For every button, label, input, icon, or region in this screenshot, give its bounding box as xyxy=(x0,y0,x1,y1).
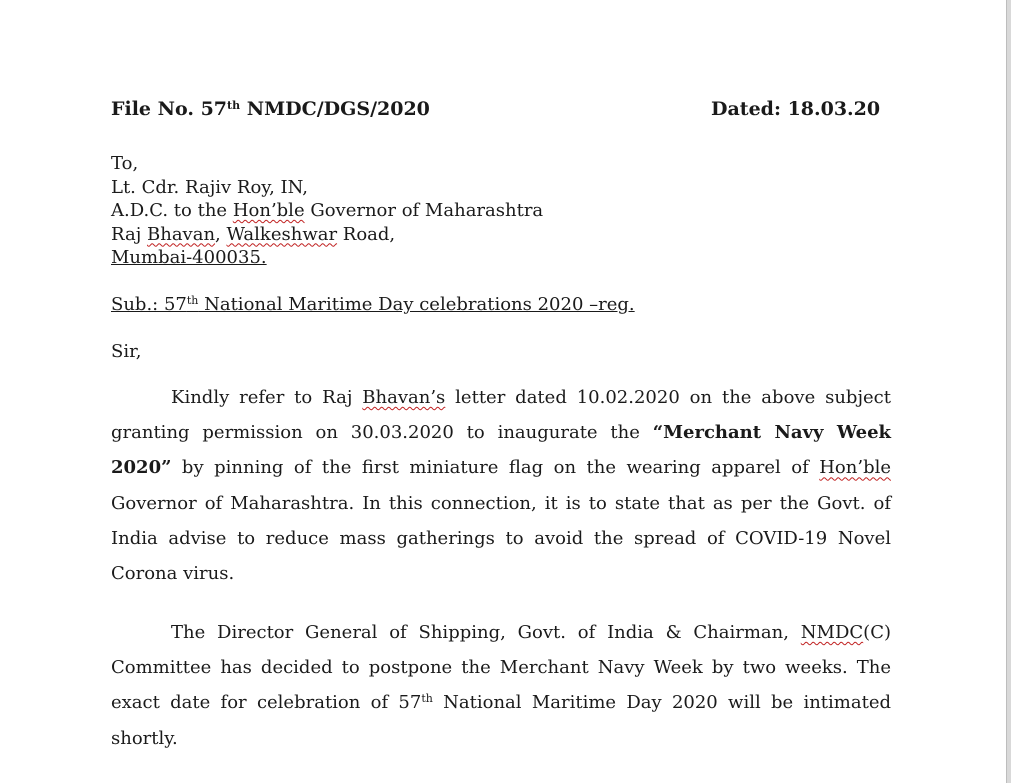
event-name: “Merchant Navy Week 2020” xyxy=(111,422,891,479)
spellcheck-word: Hon’ble xyxy=(819,457,891,479)
address-designation xyxy=(111,199,543,223)
address-line3-c: Governor of Maharashtra xyxy=(304,200,544,221)
file-number-sup: th xyxy=(227,99,241,112)
subject-rest: National Maritime Day celebrations 2020 –reg. xyxy=(198,294,635,315)
para1-text-3: letter dated 10.02.2020 on the above subject granting permission on 30.03.2020 to inaugurate the xyxy=(111,387,891,444)
address-line3-a: A.D.C. to the xyxy=(111,200,233,221)
para1-text-5: by pinning of the first miniature flag on the wearing apparel of xyxy=(171,457,820,479)
spellcheck-word: Bhavan’s xyxy=(362,387,446,408)
file-number xyxy=(111,97,430,121)
spellcheck-word: Bhavan xyxy=(147,223,216,245)
address-name: Lt. Cdr. Rajiv Roy, IN, xyxy=(111,176,308,198)
address-street xyxy=(111,223,543,247)
spellcheck-word: Hon’ble xyxy=(232,200,305,221)
subject-prefix: Sub.: 57 xyxy=(111,294,187,315)
para2-text-5: National Maritime Day 2020 will be intimated shortly. xyxy=(111,692,892,749)
paragraph-2 xyxy=(111,615,891,756)
letter-date: Dated: 18.03.20 xyxy=(711,98,881,120)
file-number-rest: NMDC/DGS/2020 xyxy=(240,98,430,120)
address-line4-a: Raj xyxy=(111,223,147,245)
spellcheck-word: NMDC xyxy=(800,622,864,643)
page-right-edge xyxy=(1006,0,1011,783)
salutation: Sir, xyxy=(111,341,142,362)
para2-text-1: The Director General of Shipping, Govt. of India & Chairman, xyxy=(171,622,801,643)
file-number-prefix: File No. 57 xyxy=(111,98,228,120)
address-city: Mumbai-400035. xyxy=(111,247,267,268)
address-line4-e: Road, xyxy=(337,223,396,245)
para2-text-3: (C) Committee has decided to postpone the Merchant Navy Week by two weeks. The exact date for celebration of 57 xyxy=(111,622,891,714)
subject-sup: th xyxy=(186,294,199,307)
address-to: To, xyxy=(111,153,139,174)
para1-text-1: Kindly refer to Raj xyxy=(171,387,363,408)
spellcheck-word: Walkeshwar xyxy=(226,223,338,245)
address-line4-c: , xyxy=(215,223,227,245)
recipient-address xyxy=(111,152,543,270)
para1-text-7: Governor of Maharashtra. In this connection, it is to state that as per the Govt. of India advise to reduce mass gatherings to avoid the spread of COVID-19 Novel Corona virus. xyxy=(111,492,891,585)
ordinal-sup: th xyxy=(421,692,433,706)
paragraph-1 xyxy=(111,380,891,591)
subject-line xyxy=(111,293,635,317)
